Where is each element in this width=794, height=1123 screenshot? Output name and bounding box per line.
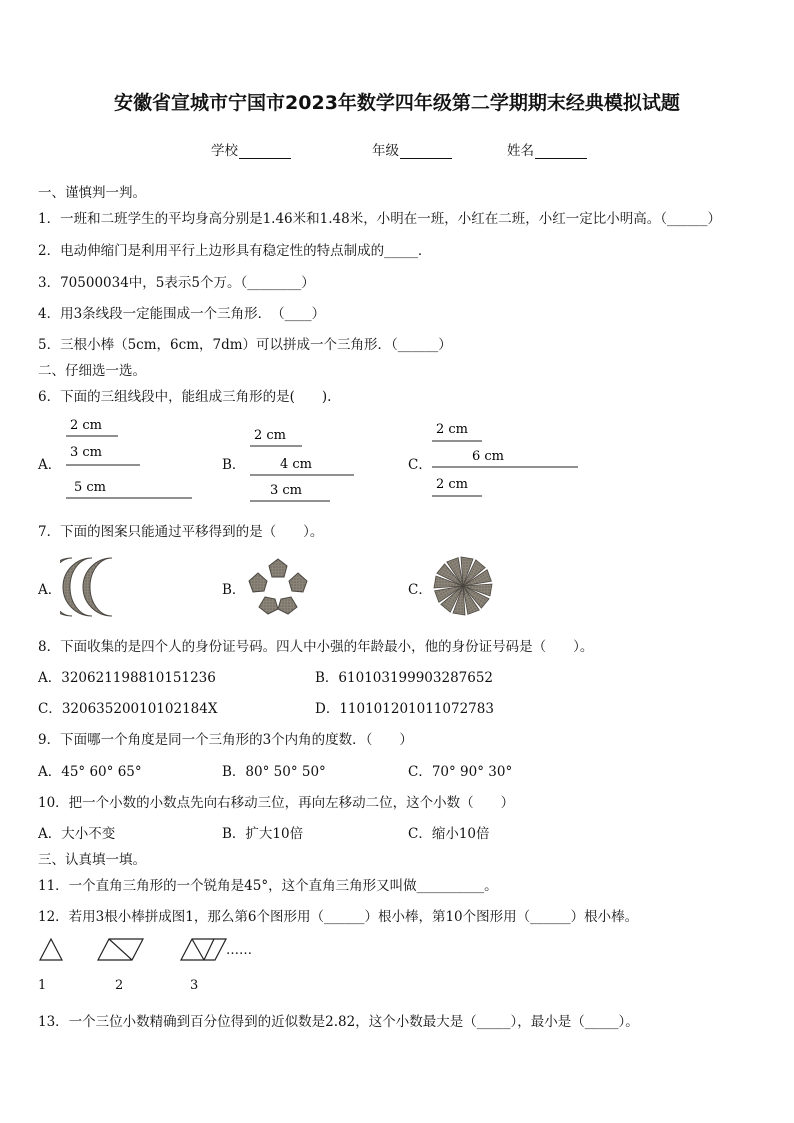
q6-a-seg2-label: 3 cm <box>70 445 103 460</box>
q7-option-c-label[interactable]: C． <box>408 582 432 598</box>
name-blank[interactable] <box>535 144 587 159</box>
question-6: 6．下面的三组线段中，能组成三角形的是( ). <box>38 389 332 405</box>
q12-figure-label-1: 1 <box>38 978 47 993</box>
q8-option-a[interactable]: A．320621198810151236 <box>38 670 216 686</box>
section-1-heading: 一、谨慎判一判。 <box>38 185 146 201</box>
q9-option-b[interactable]: B．80° 50° 50° <box>222 764 326 780</box>
pentagon-ring-icon <box>246 557 310 615</box>
q6-b-seg2-label: 4 cm <box>280 457 313 472</box>
q6-option-c-figure <box>428 416 588 502</box>
name-label: 姓名 <box>507 143 534 159</box>
q6-option-a-label[interactable]: A． <box>38 457 62 473</box>
q6-c-seg1-label: 2 cm <box>436 422 469 437</box>
section-3-heading: 三、认真填一填。 <box>38 852 146 868</box>
q8-option-d[interactable]: D．110101201011072783 <box>315 701 494 717</box>
question-4: 4．用3条线段一定能围成一个三角形． （____） <box>38 306 326 322</box>
grade-blank[interactable] <box>400 144 452 159</box>
q6-a-seg1-label: 2 cm <box>70 418 103 433</box>
q8-option-b[interactable]: B．610103199903287652 <box>315 670 494 686</box>
question-9: 9．下面哪一个角度是同一个三角形的3个内角的度数．（ ） <box>38 732 413 748</box>
q10-option-b[interactable]: B．扩大10倍 <box>222 826 304 842</box>
question-10: 10．把一个小数的小数点先向右移动三位，再向左移动二位，这个小数（ ） <box>38 795 515 811</box>
section-2-heading: 二、仔细选一选。 <box>38 363 146 379</box>
question-8: 8．下面收集的是四个人的身份证号码。四人中小强的年龄最小，他的身份证号码是（ ）。 <box>38 639 594 655</box>
school-blank[interactable] <box>239 144 291 159</box>
question-3: 3．70500034中，5表示5个万。（________） <box>38 275 315 291</box>
q6-option-a-figure <box>60 412 200 504</box>
q7-option-b-label[interactable]: B． <box>222 582 246 598</box>
question-11: 11．一个直角三角形的一个锐角是45°，这个直角三角形又叫做__________。 <box>38 878 498 894</box>
grade-label: 年级 <box>372 143 399 159</box>
q6-option-b-figure <box>244 422 364 506</box>
q12-ellipsis: …… <box>226 943 252 958</box>
page-title: 安徽省宣城市宁国市2023年数学四年级第二学期期末经典模拟试题 <box>114 92 680 114</box>
q9-option-a[interactable]: A．45° 60° 65° <box>38 764 142 780</box>
q6-option-c-label[interactable]: C． <box>408 457 432 473</box>
q6-c-seg2-label: 6 cm <box>472 449 505 464</box>
grade-field <box>372 139 452 159</box>
school-label: 学校 <box>211 143 238 159</box>
q6-c-seg3-label: 2 cm <box>436 477 469 492</box>
q7-option-a-label[interactable]: A． <box>38 582 62 598</box>
q12-figure-label-3: 3 <box>190 978 199 993</box>
pinwheel-pattern-icon <box>432 555 494 617</box>
crescent-pattern-icon <box>60 556 140 618</box>
q6-a-seg3-label: 5 cm <box>74 480 107 495</box>
name-field <box>507 139 587 159</box>
q9-option-c[interactable]: C．70° 90° 30° <box>408 764 513 780</box>
school-field <box>211 139 291 159</box>
question-12: 12．若用3根小棒拼成图1，那么第6个图形用（______）根小棒，第10个图形用（______）根小棒。 <box>38 909 639 925</box>
q10-option-c[interactable]: C．缩小10倍 <box>408 826 490 842</box>
q10-option-a[interactable]: A．大小不变 <box>38 826 116 842</box>
question-13: 13．一个三位小数精确到百分位得到的近似数是2.82，这个小数最大是（_____），最小是（_____）。 <box>38 1014 639 1030</box>
figure-3-shape <box>181 939 226 960</box>
q6-b-seg1-label: 2 cm <box>254 428 287 443</box>
question-7: 7．下面的图案只能通过平移得到的是（ ）。 <box>38 524 324 540</box>
q12-figure-label-2: 2 <box>115 978 124 993</box>
q8-option-c[interactable]: C．32063520010102184X <box>38 701 218 717</box>
question-5: 5．三根小棒（5cm，6cm，7dm）可以拼成一个三角形．（______） <box>38 337 452 353</box>
question-2: 2．电动伸缩门是利用平行上边形具有稳定性的特点制成的_____． <box>38 243 432 259</box>
q6-b-seg3-label: 3 cm <box>270 483 303 498</box>
question-1: 1．一班和二班学生的平均身高分别是1.46米和1.48米，小明在一班，小红在二班，小红一定比小明高。（______） <box>38 211 721 227</box>
q6-option-b-label[interactable]: B． <box>222 457 246 473</box>
figure-1-triangle <box>40 939 62 960</box>
